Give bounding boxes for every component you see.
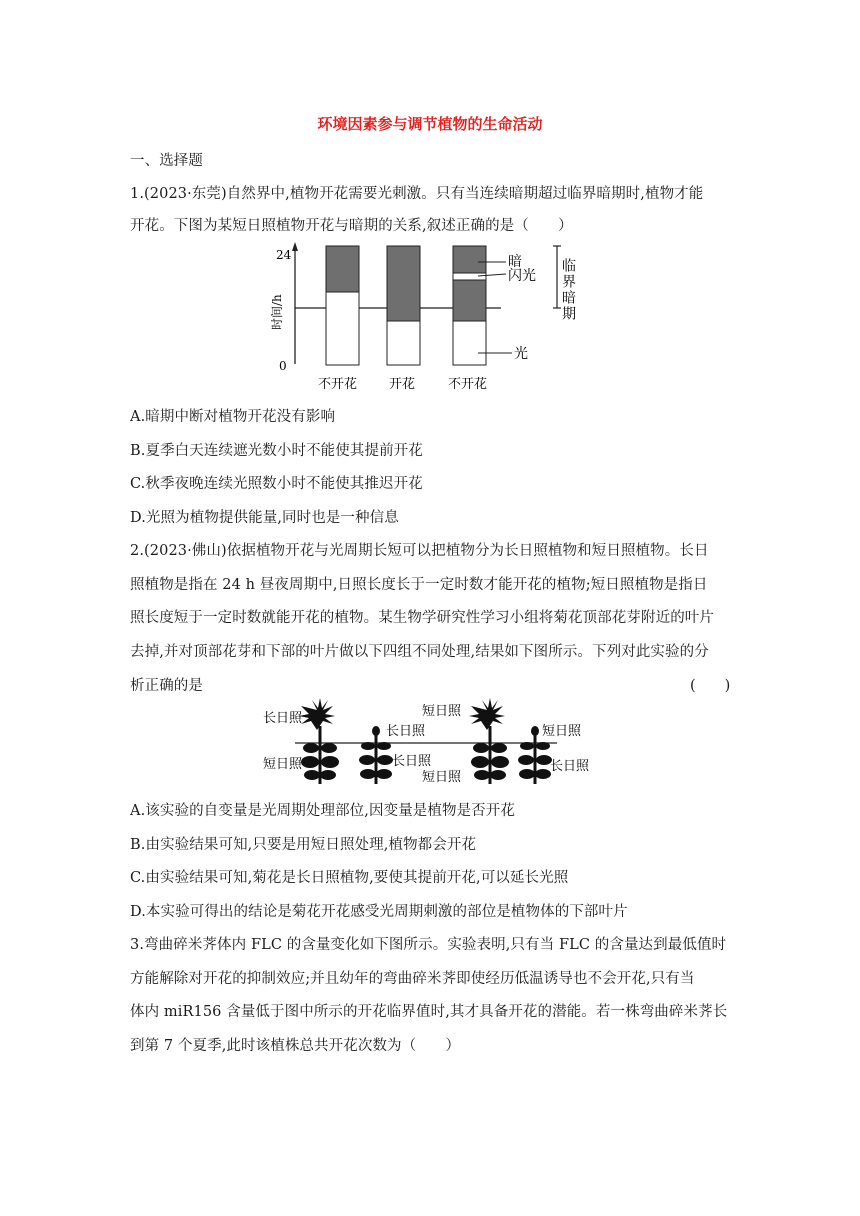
q3-stem-line-1: 3.弯曲碎米荠体内 FLC 的含量变化如下图所示。实验表明,只有当 FLC 的含量达到最低值时 — [130, 937, 727, 953]
plant-4-top-label: 短日照 — [542, 724, 582, 739]
bar-3-dark-top — [453, 246, 486, 273]
y-axis-label: 时间/h — [270, 294, 284, 330]
plant-1 — [299, 698, 339, 784]
bar-3-dark-bottom — [453, 280, 486, 321]
plant-3-bottom-label: 短日照 — [422, 770, 462, 785]
q2-stem-line-4: 去掉,并对顶部花芽和下部的叶片做以下四组不同处理,结果如下图所示。下列对此实验的分 — [130, 644, 709, 660]
page-title: 环境因素参与调节植物的生命活动 — [317, 115, 543, 133]
q2-chrysanthemum-figure — [255, 698, 600, 790]
plant-1-top-label: 长日照 — [263, 711, 303, 726]
bar-1-light — [326, 292, 359, 365]
bar-1-label: 不开花 — [318, 377, 358, 392]
q2-option-a: A.该实验的自变量是光周期处理部位,因变量是植物是否开花 — [130, 803, 515, 819]
bar-2-dark — [387, 246, 420, 321]
y-tick-24: 24 — [276, 248, 292, 262]
bar-2-light — [387, 321, 420, 365]
bar-3-flash — [453, 273, 486, 280]
legend-light: 光 — [514, 346, 528, 362]
plant-1-bottom-label: 短日照 — [263, 757, 303, 772]
q3-stem-line-4: 到第 7 个夏季,此时该植株总共开花次数为（ ） — [130, 1038, 461, 1054]
q2-stem-line-2: 照植物是指在 24 h 昼夜周期中,日照长度长于一定时数才能开花的植物;短日照植物是指日 — [130, 577, 708, 593]
q3-stem-line-2: 方能解除对开花的抑制效应;并且幼年的弯曲碎米荠即使经历低温诱导也不会开花,只有当 — [130, 971, 695, 987]
plant-2-top-label: 长日照 — [386, 724, 426, 739]
q1-dark-period-figure — [268, 238, 608, 398]
plant-3 — [469, 698, 509, 784]
q2-option-d: D.本实验可得出的结论是菊花开花感受光周期刺激的部位是植物体的下部叶片 — [130, 904, 628, 920]
q2-option-c: C.由实验结果可知,菊花是长日照植物,要使其提前开花,可以延长光照 — [130, 870, 569, 886]
q2-answer-paren: ( ) — [690, 678, 731, 694]
q1-stem-line-1: 1.(2023·东莞)自然界中,植物开花需要光刺激。只有当连续暗期超过临界暗期时,植物才能 — [130, 186, 704, 202]
plant-4-bottom-label: 长日照 — [550, 759, 590, 774]
y-axis-arrow-icon — [292, 242, 298, 251]
q3-stem-line-3: 体内 miR156 含量低于图中所示的开花临界值时,其才具备开花的潜能。若一株弯曲碎米荠长 — [130, 1004, 728, 1020]
plant-2-bottom-label: 长日照 — [392, 754, 432, 769]
legend-flash: 闪光 — [508, 268, 536, 284]
section-heading: 一、选择题 — [130, 153, 203, 169]
q1-option-a: A.暗期中断对植物开花没有影响 — [130, 409, 336, 425]
bar-2-label: 开花 — [389, 377, 416, 392]
q2-option-b: B.由实验结果可知,只要是用短日照处理,植物都会开花 — [130, 837, 477, 853]
q2-stem-line-1: 2.(2023·佛山)依据植物开花与光周期长短可以把植物分为长日照植物和短日照植物。长日 — [130, 543, 709, 559]
bar-1-dark — [326, 246, 359, 292]
legend-dark: 暗 — [508, 254, 522, 270]
bar-3-label: 不开花 — [448, 377, 488, 392]
critical-label: 临界暗期 — [560, 258, 576, 322]
q1-option-d: D.光照为植物提供能量,同时也是一种信息 — [130, 510, 399, 526]
q2-stem-line-3: 照长度短于一定时数就能开花的植物。某生物学研究性学习小组将菊花顶部花芽附近的叶片 — [130, 610, 714, 626]
y-tick-0: 0 — [279, 359, 287, 373]
q2-stem-line-5: 析正确的是 — [130, 678, 203, 694]
plant-3-top-label: 短日照 — [422, 704, 462, 719]
q1-option-c: C.秋季夜晚连续光照数小时不能使其推迟开花 — [130, 476, 423, 492]
bar-3-light — [453, 321, 486, 365]
q1-stem-line-2: 开花。下图为某短日照植物开花与暗期的关系,叙述正确的是（ ） — [130, 218, 573, 234]
q1-option-b: B.夏季白天连续遮光数小时不能使其提前开花 — [130, 443, 423, 459]
